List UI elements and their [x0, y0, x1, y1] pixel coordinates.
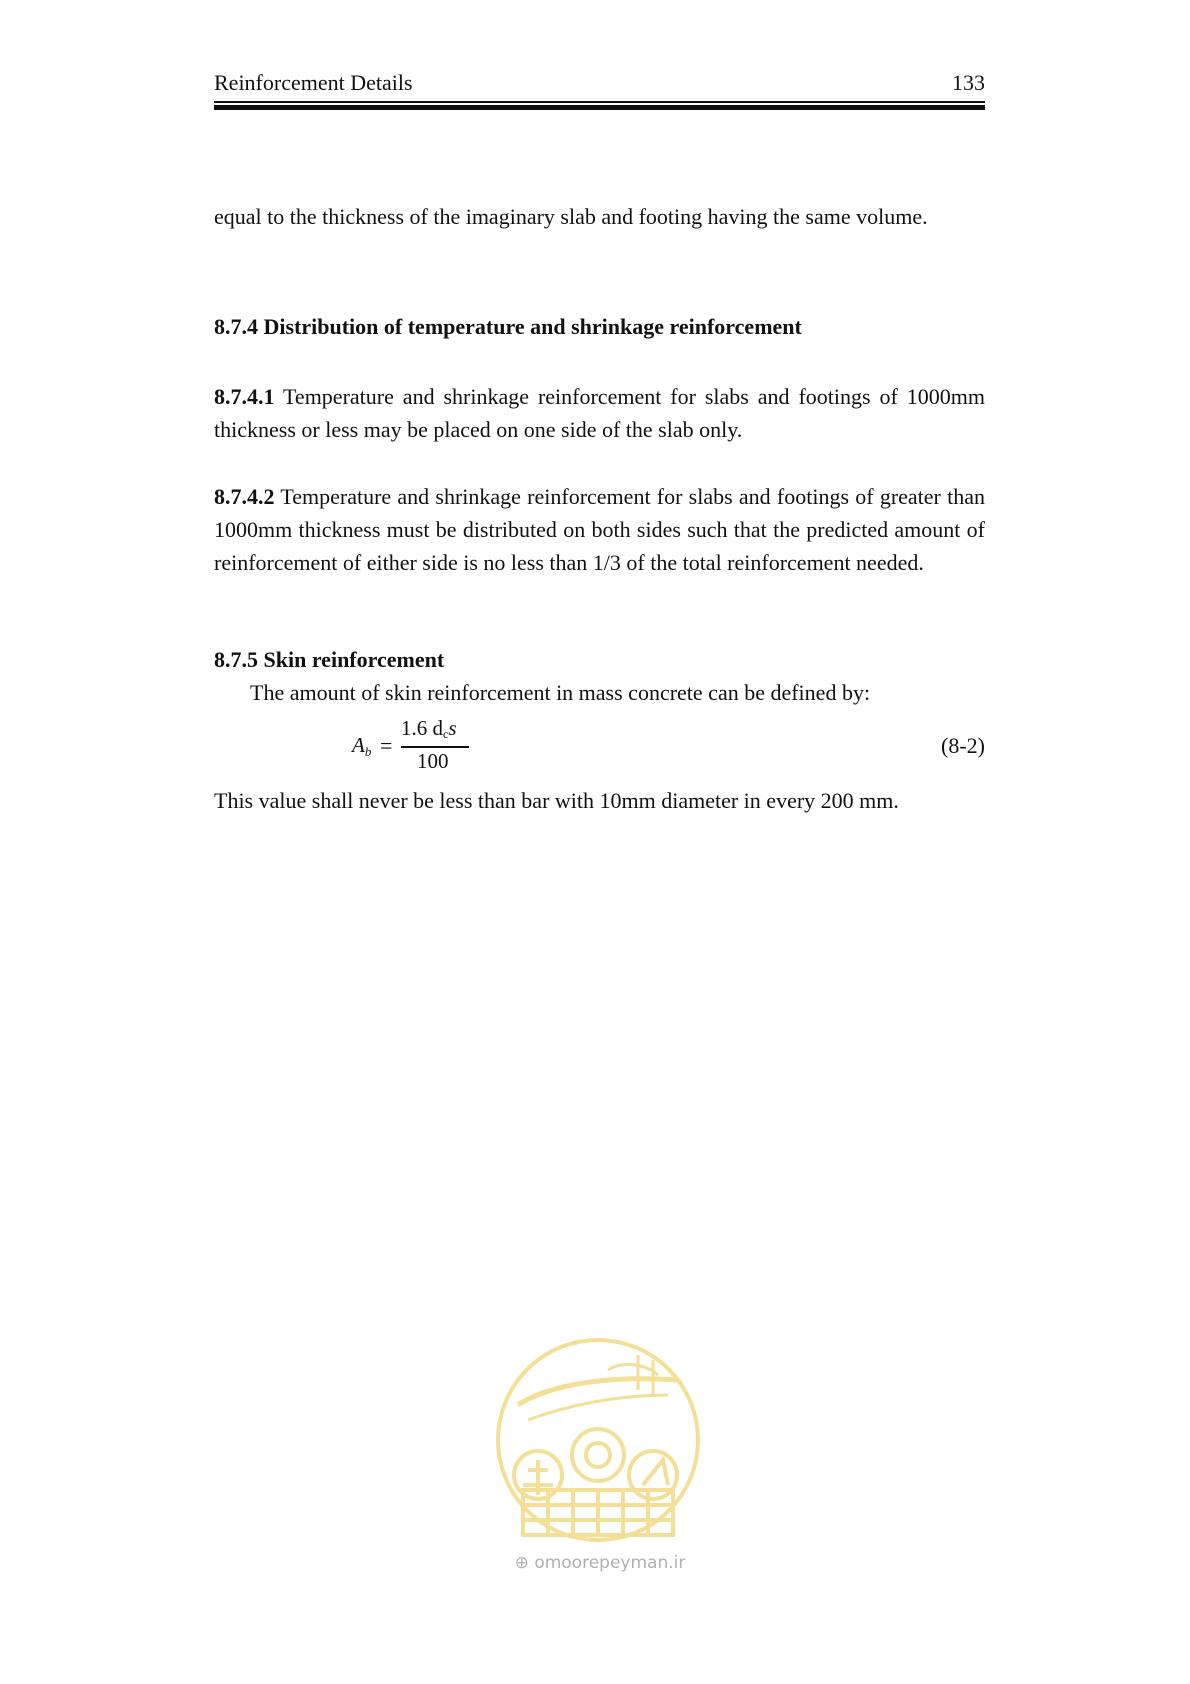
watermark-logo — [488, 1335, 708, 1575]
skin-limit-text: This value shall never be less than bar with 10mm diameter in every 200 mm. — [214, 788, 899, 813]
watermark-url-text: omoorepeyman.ir — [534, 1553, 686, 1573]
fraction-numerator — [401, 716, 457, 742]
numerator-subscript: c — [443, 727, 449, 741]
fraction-bar — [401, 746, 469, 748]
lhs-symbol: A — [352, 733, 365, 757]
chapter-title: Reinforcement Details — [214, 70, 413, 95]
continuation-paragraph: equal to the thickness of the imaginary slab and footing having the same volume. — [214, 204, 928, 229]
header-rule-thick — [214, 105, 985, 110]
paragraph-8-7-4-1 — [214, 380, 985, 446]
fraction-denominator: 100 — [417, 749, 449, 773]
clause-text: Temperature and shrinkage reinforcement for slabs and footings of greater than 1000mm thickness must be distributed on both sides such that the predicted amount of reinforcement of either side is no less than 1/3 of the total reinforcement needed. — [214, 484, 985, 575]
numerator-coefficient: 1.6 d — [401, 716, 443, 740]
paragraph-8-7-4-2 — [214, 480, 985, 579]
equals-sign: = — [380, 733, 393, 758]
watermark-url — [500, 1553, 700, 1573]
page-number: 133 — [952, 70, 985, 95]
clause-number: 8.7.4.1 — [214, 384, 275, 409]
section-heading-8-7-5: 8.7.5 Skin reinforcement — [214, 647, 445, 672]
numerator-variable: s — [448, 716, 457, 740]
equation-number: (8-2) — [941, 733, 985, 758]
equation-lhs — [352, 733, 371, 760]
clause-text: Temperature and shrinkage reinforcement for slabs and footings of 1000mm thickness or less may be placed on one side of the slab only. — [214, 384, 985, 442]
clause-number: 8.7.4.2 — [214, 484, 275, 509]
header-rule-thin — [214, 101, 985, 103]
section-heading-8-7-4: 8.7.4 Distribution of temperature and shrinkage reinforcement — [214, 314, 802, 339]
lhs-subscript: b — [364, 744, 372, 759]
globe-icon: ⊕ — [514, 1553, 529, 1573]
skin-intro-text: The amount of skin reinforcement in mass concrete can be defined by: — [250, 680, 871, 705]
